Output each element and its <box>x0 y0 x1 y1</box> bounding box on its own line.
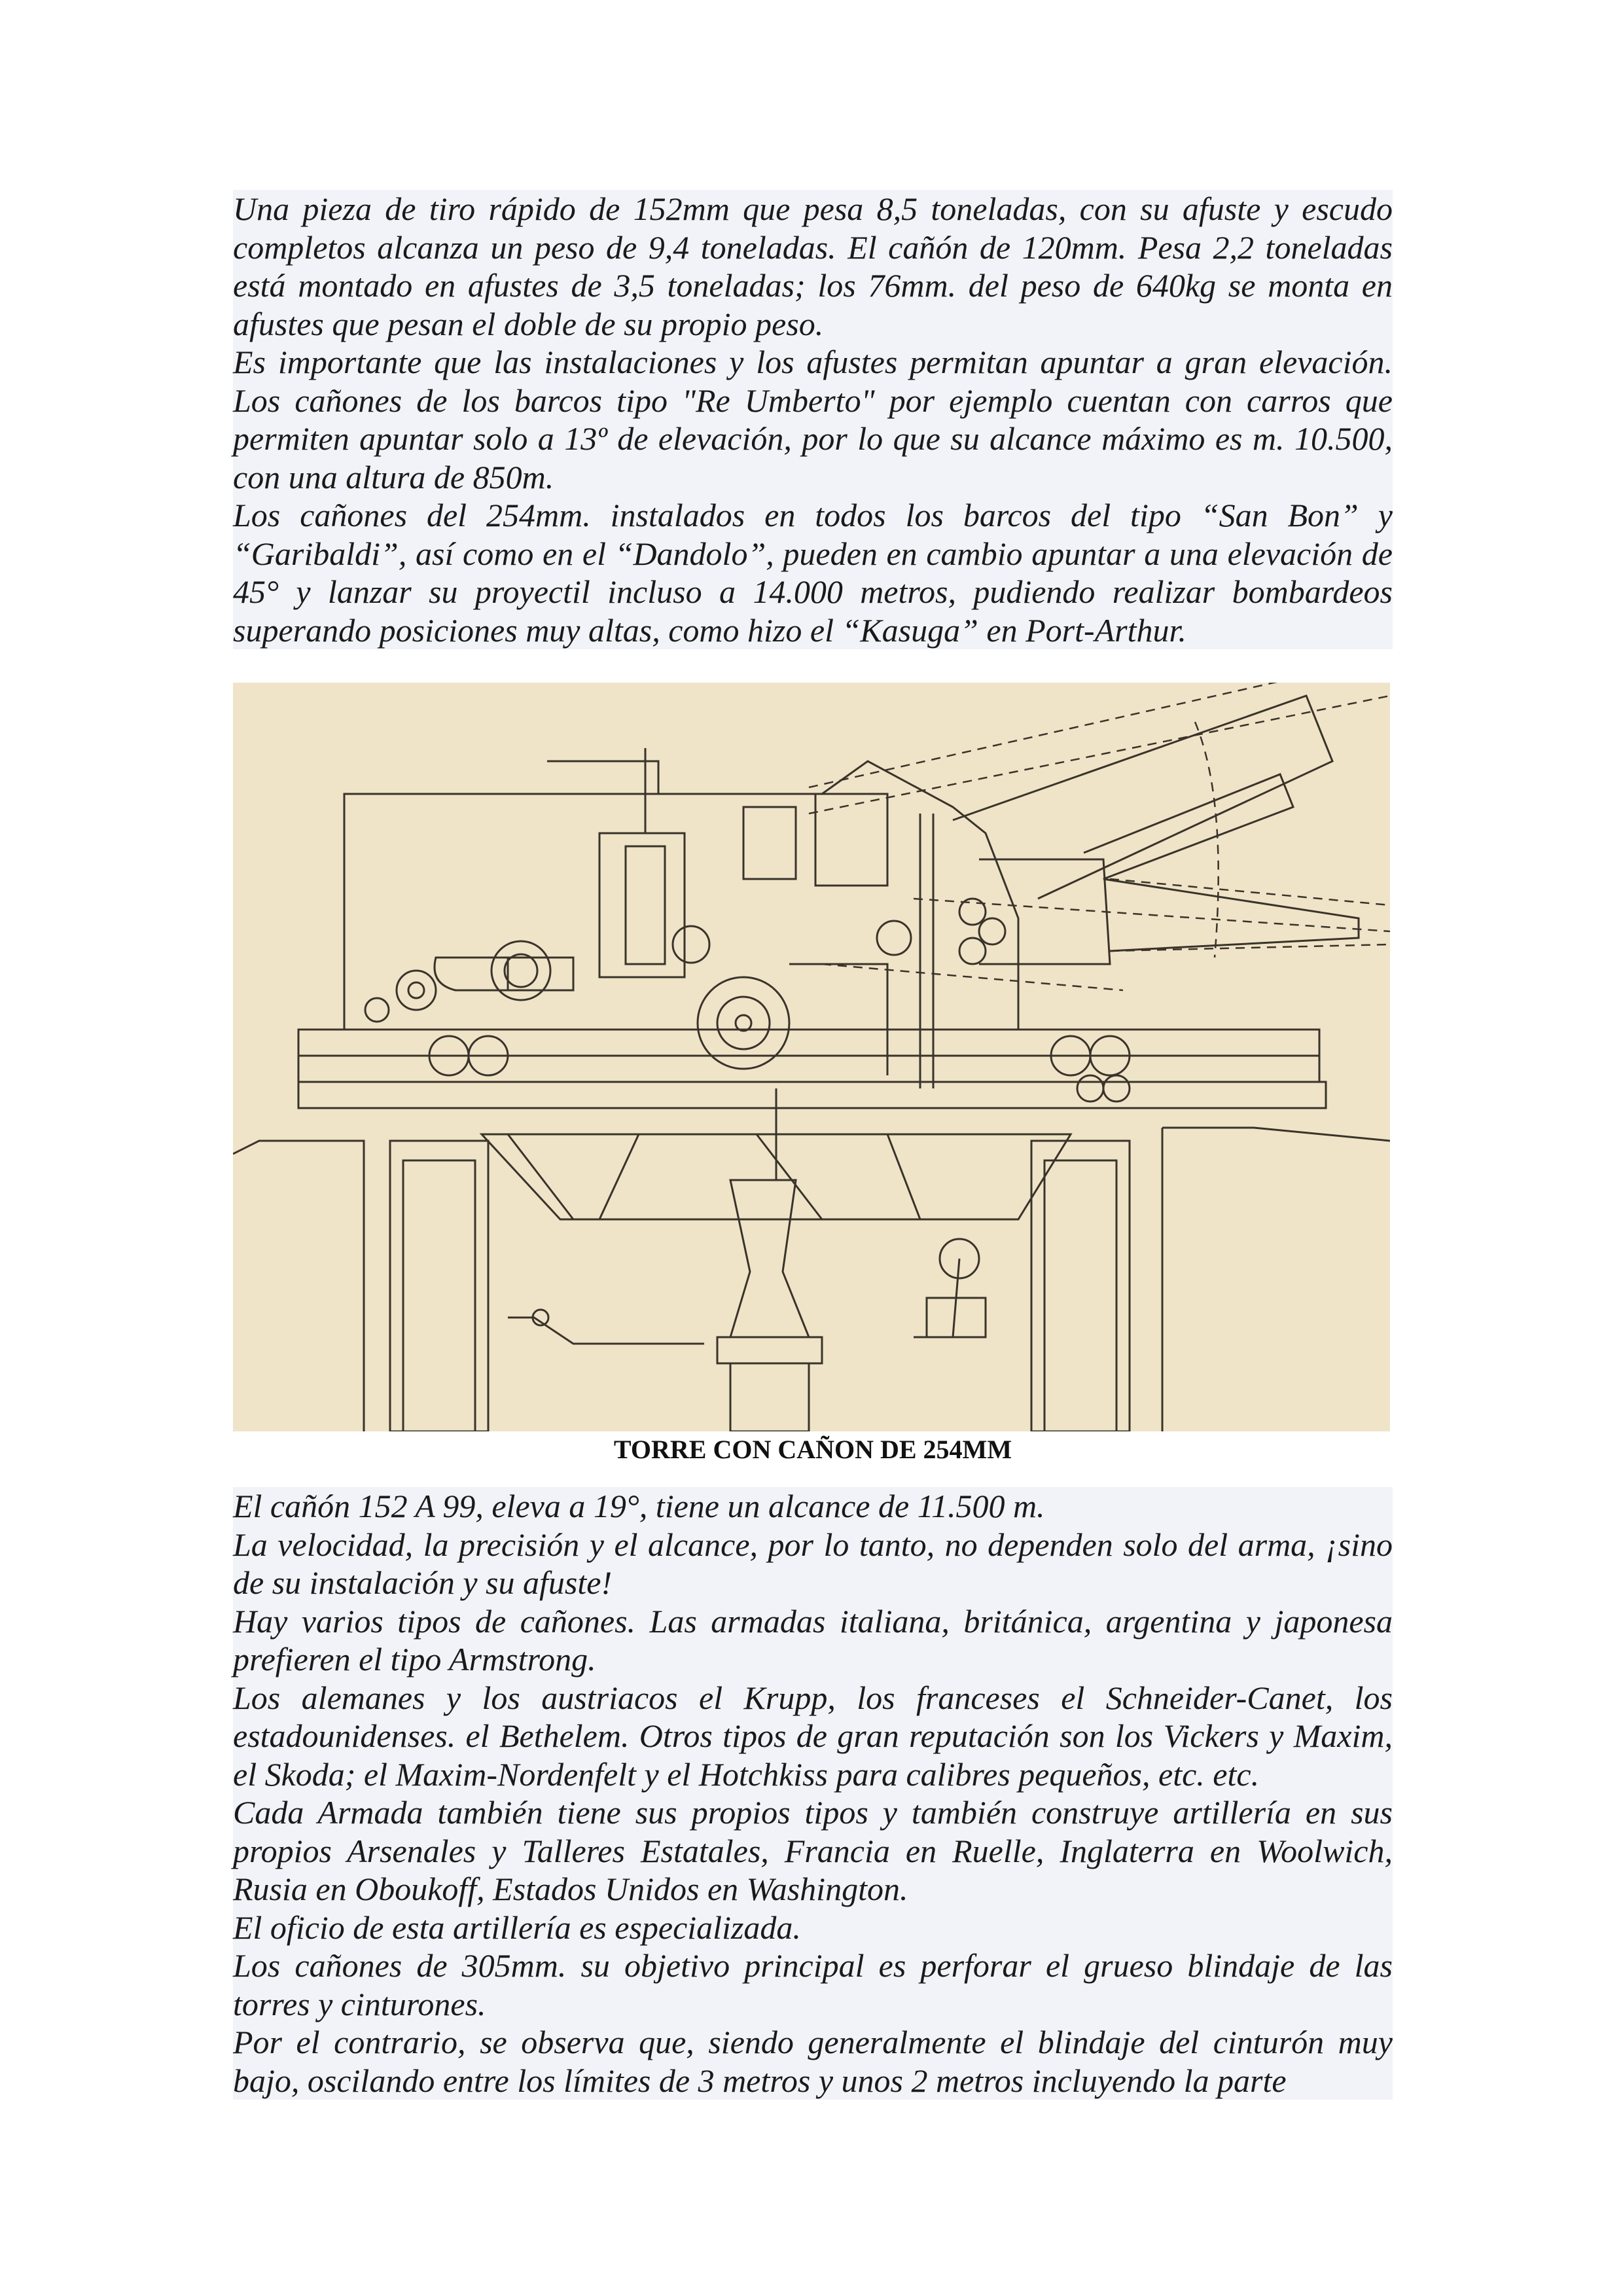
paragraph: Los alemanes y los austriacos el Krupp, los franceses el Schneider-Canet, los estadounidenses. el Bethelem. Otros tipos de gran reputación son los Vickers y Maxim, el Skoda; el Maxim-Nordenfelt y el Hotchkiss para calibres pequeños, etc. etc. <box>233 1679 1393 1793</box>
paragraph: El cañón 152 A 99, eleva a 19°, tiene un alcance de 11.500 m. <box>233 1487 1393 1526</box>
paragraph: Cada Armada también tiene sus propios tipos y también construye artillería en sus propios Arsenales y Talleres Estatales, Francia en Ruelle, Inglaterra en Woolwich, Rusia en Oboukoff, Estados Unidos en Washington. <box>233 1794 1393 1907</box>
paragraph: Es importante que las instalaciones y los afustes permitan apuntar a gran elevación. Los cañones de los barcos tipo "Re Umberto" por ejemplo cuentan con carros que permiten apuntar solo a 13º de elevación, por lo que su alcance máximo es m. 10.500, con una altura de 850m. <box>233 344 1393 495</box>
turret-drawing-figure <box>233 683 1390 1431</box>
paragraph: El oficio de esta artillería es especializada. <box>233 1909 1393 1947</box>
top-text-block <box>233 190 1393 649</box>
paragraph: Los cañones del 254mm. instalados en todos los barcos del tipo “San Bon” y “Garibaldi”, así como en el “Dandolo”, pueden en cambio apuntar a una elevación de 45° y lanzar su proyectil incluso a 14.000 metros, pudiendo realizar bombardeos superando posiciones muy altas, como hizo el “Kasuga” en Port-Arthur. <box>233 497 1393 649</box>
paragraph: La velocidad, la precisión y el alcance, por lo tanto, no dependen solo del arma, ¡sino de su instalación y su afuste! <box>233 1526 1393 1601</box>
turret-engraving-illustration <box>233 683 1390 1431</box>
figure-caption: TORRE CON CAÑON DE 254MM <box>613 1435 1012 1464</box>
paragraph: Los cañones de 305mm. su objetivo principal es perforar el grueso blindaje de las torres y cinturones. <box>233 1947 1393 2022</box>
paragraph: Por el contrario, se observa que, siendo generalmente el blindaje del cinturón muy bajo, oscilando entre los límites de 3 metros y unos 2 metros incluyendo la parte <box>233 2024 1393 2099</box>
bottom-text-block <box>233 1487 1393 2100</box>
paragraph: Hay varios tipos de cañones. Las armadas italiana, británica, argentina y japonesa prefieren el tipo Armstrong. <box>233 1602 1393 1677</box>
paragraph: Una pieza de tiro rápido de 152mm que pesa 8,5 toneladas, con su afuste y escudo completos alcanza un peso de 9,4 toneladas. El cañón de 120mm. Pesa 2,2 toneladas está montado en afustes de 3,5 toneladas; los 76mm. del peso de 640kg se monta en afustes que pesan el doble de su propio peso. <box>233 190 1393 342</box>
